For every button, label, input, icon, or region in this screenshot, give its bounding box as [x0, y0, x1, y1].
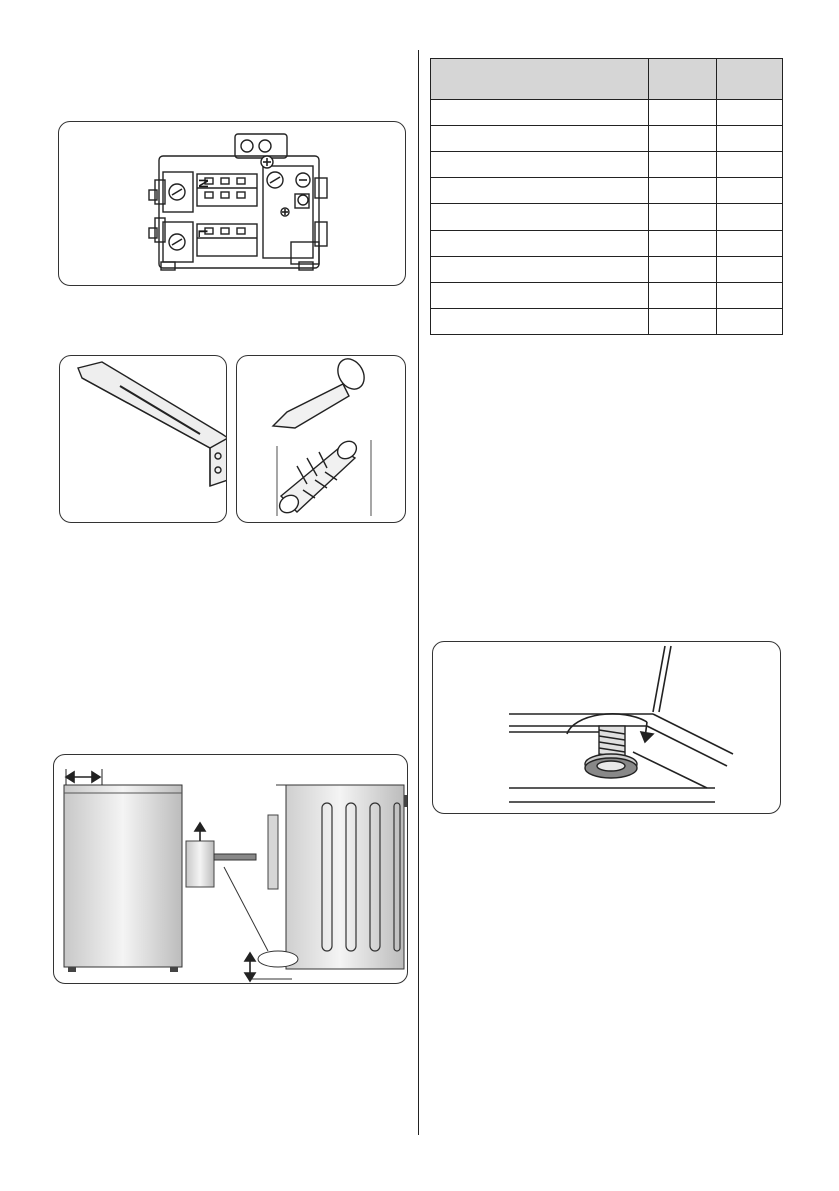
- terminal-label-n: N: [196, 178, 212, 189]
- horizontal-arrow-icon: [66, 769, 102, 785]
- table-cell: [717, 178, 783, 204]
- screw-and-plug-drawing: [237, 356, 406, 523]
- table-row: [431, 308, 783, 334]
- adjustable-foot-figure: [432, 641, 781, 814]
- table-row: [431, 100, 783, 126]
- vertical-arrow-icon: [245, 953, 255, 981]
- table-cell: [649, 204, 717, 230]
- table-cell: [649, 126, 717, 152]
- installation-drawing: [54, 755, 408, 984]
- table-cell: [431, 178, 649, 204]
- bracket-icon: [60, 356, 227, 523]
- table-header-row: [431, 59, 783, 100]
- header-cell: [649, 59, 717, 100]
- table-cell: [431, 204, 649, 230]
- header-cell: [717, 59, 783, 100]
- terminal-block-figure: [58, 121, 406, 286]
- table-cell: [717, 152, 783, 178]
- table-row: [431, 126, 783, 152]
- table-cell: [717, 126, 783, 152]
- table-cell: [649, 256, 717, 282]
- table-cell: [431, 126, 649, 152]
- table-row: [431, 230, 783, 256]
- header-cell: [431, 59, 649, 100]
- table-cell: [431, 308, 649, 334]
- spec-table: [430, 58, 783, 335]
- table-cell: [649, 100, 717, 126]
- table-row: [431, 178, 783, 204]
- terminal-block-drawing: [59, 122, 406, 286]
- table-cell: [649, 282, 717, 308]
- terminal-label-l: L: [195, 229, 211, 238]
- adjustable-foot-drawing: [433, 642, 781, 814]
- table-cell: [717, 308, 783, 334]
- table-cell: [717, 100, 783, 126]
- table-cell: [717, 282, 783, 308]
- up-arrow-icon: [195, 823, 205, 841]
- table-cell: [649, 308, 717, 334]
- table-cell: [431, 282, 649, 308]
- table-row: [431, 204, 783, 230]
- table-cell: [431, 100, 649, 126]
- table-cell: [649, 152, 717, 178]
- installation-figure: [53, 754, 408, 984]
- table-cell: [431, 152, 649, 178]
- table-row: [431, 152, 783, 178]
- table-cell: [717, 256, 783, 282]
- table-row: [431, 282, 783, 308]
- table-row: [431, 256, 783, 282]
- table-cell: [431, 256, 649, 282]
- table-cell: [649, 178, 717, 204]
- column-divider: [418, 50, 419, 1135]
- table-cell: [717, 204, 783, 230]
- table-cell: [717, 230, 783, 256]
- table-cell: [431, 230, 649, 256]
- table-cell: [649, 230, 717, 256]
- screw-plug-figure: [236, 355, 406, 523]
- bracket-figure: [59, 355, 227, 523]
- screw-icon: [273, 384, 349, 428]
